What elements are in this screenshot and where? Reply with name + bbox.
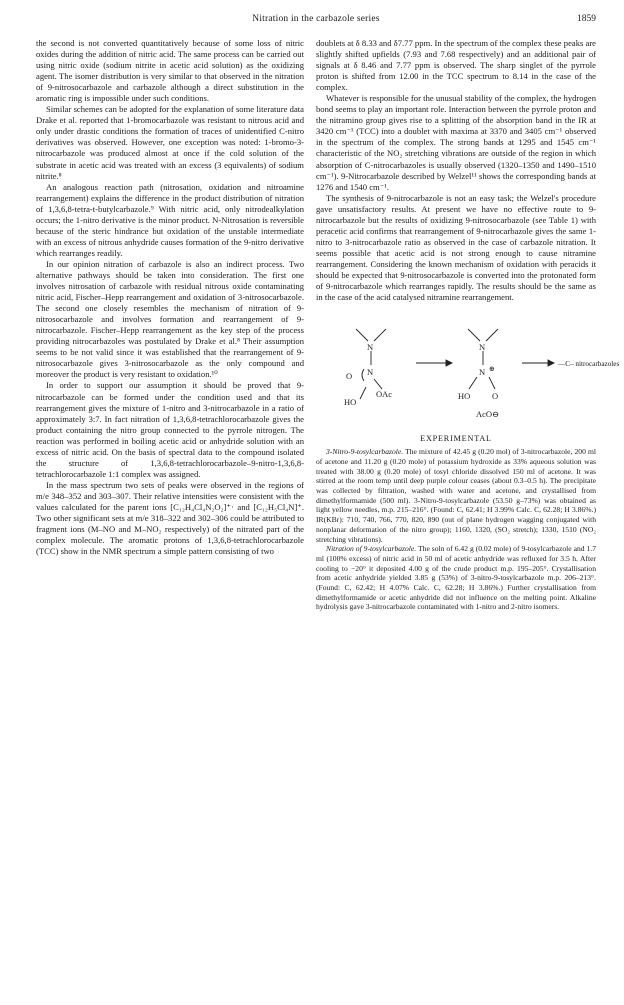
scheme-drawing [316, 309, 620, 427]
o-label: O [492, 391, 499, 402]
ho-label: HO [458, 391, 471, 402]
product-label: —C– nitrocarbazoles [558, 360, 620, 369]
ring-bond-line [374, 329, 386, 341]
compound-title: Nitration of 9-tosylcarbazole. [326, 544, 417, 554]
paragraph: In the mass spectrum two sets of peaks were observed in the regions of m/e 348–352 and 303–307. Their relative intensities were consistent with the values calculated for the parent ions [C₁₂H₄Cl₄N₂O₂]⁺· and [C₁₂H₅Cl₄N]⁺. Two other significant sets at m/e 318–322 and 302–306 could be attributed to fragment ions (M–NO and M–NO₂ respectively) of the nitrated part of the complex molecule. The aromatic protons of 1,3,6,8-tetrachlorocarbazole (TCC) show in the NMR spectrum a simple pattern consisting of two [36, 479, 304, 557]
experimental-text: The soln of 6.42 g (0.02 mole) of 9-tosylcarbazole and 1.7 ml (100% excess) of nitric acid in 50 ml of acetic anhydride was refluxed for 3.5 h. After cooling to −20° it deposited 4.00 g of the crude product m.p. 195–205°. Crystallisation from acetic anhydride yielded 3.85 g (53%) of 3-nitro-9-tosylcarbazole m.p. 206–213°. (Found: C, 62.42; H 4.07% Calc. C, 62.28; H 3.86%.) Further crystallisation from dimethylformamide or acetic anhydride did not influence on the melting point. Alkaline hydrolysis gave 3-nitrocarbazole contaminated with 1-nitro and 2-nitro isomers. [316, 544, 596, 612]
compound-title: 3-Nitro-9-tosylcarbazole. [326, 447, 404, 457]
curved-arrow [362, 369, 364, 381]
experimental-paragraph [316, 447, 596, 544]
paragraph: In order to support our assumption it should be proved that 9-nitrocarbazole can be formed under the condition used and that its rearrangement gives the mixture of 1-nitro and 3-nitrocarbazole in a ratio of approximately 3:7. In fact nitration of 1,3,6,8-tetrachlorocarbazole gives the product containing the nitro group connected to the pyrrole nitrogen. The reaction was performed in boiling acetic acid or anhydride solution with an excess of nitric acid. On the basis of spectral data to the compound isolated the structure of 1,3,6,8-tetrachlorocarbazole–9-nitro-1,3,6,8-tetrachlorocarbazole 1:1 complex was assigned. [36, 380, 304, 479]
paragraph: doublets at δ 8.33 and δ7.77 ppm. In the spectrum of the complex these peaks are slightly shifted upfields (7.93 and 7.68 respectively) and an additional pair of signals at δ 8.46 and 7.77 ppm is observed. The sharp singlet of the pyrrole proton is shifted from 12.00 in the TCC spectrum to 8.14 in the case of the complex. [316, 38, 596, 93]
page-header [36, 14, 596, 30]
paragraph: An analogous reaction path (nitrosation, oxidation and nitroamine rearrangement) explains the difference in the product distribution of nitration of 1,3,6,8-tetra-t-butylcarbazole.⁹ With nitric acid, only nitrodealkylation occurs; the 1-nitro derivative is the minor product. N-Nitrosation is reversible because of the steric hindrance but oxidation of the unstable intermediate with an excess of nitrous anhydride causes formation of the 9-nitro derivative which rearranges readily. [36, 181, 304, 258]
n-label: N [367, 367, 374, 378]
o-o-bond-line [374, 379, 382, 389]
ring-bond-line [356, 329, 368, 341]
n-o-bond-line [489, 377, 495, 389]
ring-bond-line [486, 329, 498, 341]
oac-label: OAc [376, 389, 393, 400]
paragraph: the second is not converted quantitatively because of some loss of nitric oxides during the addition of nitric acid. The same process can be carried out using nitric oxide (sodium nitrite in acetic acid solution) as the oxidizing agent. The isomer distribution is very similar to that observed in the nitration of 9-nitrosocarbazole and carbazole although a direct substitution in the aromatic ring is impossible under such conditions. [36, 38, 304, 104]
arrowhead [548, 360, 554, 366]
reaction-scheme [316, 309, 620, 427]
n-label: N [479, 367, 486, 378]
page-number: 1859 [577, 14, 596, 24]
n-o-bond-line [469, 377, 477, 389]
paragraph: Similar schemes can be adopted for the explanation of some literature data Drake et al. reported that 1-bromocarbazole was resistant to nitrous acid and only under drastic conditions the formation of traces of unidentified C-nitro derivatives was observed. However, one exception was noted: 1-bromo-3-nitrocarbazole was produced almost at once if the cold solution of the substrate in acetic acid was treated with an excess (3 equivalents) of sodium nitrite.⁸ [36, 104, 304, 181]
ring-bond-line [468, 329, 480, 341]
arrowhead [446, 360, 452, 366]
left-column [36, 38, 304, 557]
right-column [316, 38, 620, 612]
experimental-text: The mixture of 42.45 g (0.20 mol) of 3-nitrocarbazole, 200 ml of acetone and 11.20 g (0.20 mole) of potassium hydroxide as 33% aqueous solution was treated with 38.00 g (0.20 mole) of tosyl chloride dissolved 150 ml of acetone. It was stirred at the room temp until deep purple colour ceases (about 0.3–0.5 h). The precipitate was collected by filtration, washed with water and acetone, and crystallised from dimethylformamide (500 ml). 3-Nitro-9-tosylcarbazole (53.50 g–73%) was obtained as light yellow needles, m.p. 215–216°. (Found: C, 62.41; H 3.99% Calc. C, 62.28; H 3.86%.) IR(KBr): 710, 740, 766, 770, 820, 890 (out of plane hydrogen wagging conjugated with nonplanar deformation of the nitro group); 1160, 1320, (SO₂ stretch); 1330, 1510 (NO₂ stretching vibrations). [316, 447, 596, 544]
section-heading: EXPERIMENTAL [420, 434, 492, 444]
paragraph: Whatever is responsible for the unusual stability of the complex, the hydrogen bond seems to play an important role. Interaction between the pyrrole proton and the nitramino group gives rise to a splitting of the absorption band in the IR at 3420 cm⁻¹ (TCC) into a doublet with maxima at 3370 and 3405 cm⁻¹ observed in the spectrum of the complex. The strong bands at 1295 and 1545 cm⁻¹ characteristic of the NO₂ stretching vibrations are outside of the region in which absorption of C-nitrocarbazoles is usually observed (1320–1350 and 1490–1510 cm⁻¹). 9-Nitrocarbazole described by Welzel¹¹ shows the corresponding bands at 1276 and 1540 cm⁻¹. [316, 93, 596, 192]
experimental-paragraph [316, 544, 596, 612]
plus-charge-label: ⊕ [489, 365, 495, 374]
running-title: Nitration in the carbazole series [252, 14, 380, 24]
paragraph: The synthesis of 9-nitrocarbazole is not an easy task; the Welzel's procedure gave unsatisfactory results. At present we have no effective route to 9-nitrocarbazole but the results of oxidizing 9-nitrosocarbazole (see Table 1) with peracetic acid confirms that rearrangement of 9-nitrocarbazole gives the same 1-nitro to 3-nitrocarbazole ratio as observed in the case of carbazole nitration. It seems possible that acetic acid is not strong enough to cause nitramine rearrangement. Considering the known mechanism of oxidation with peracids it should be expected that 9-nitrosocarbazole is converted into the protonated form of 9-nitrocarbazole which rearranges rapidly. The results should be the same as in the case of the acid catalysed nitramine rearrangement. [316, 192, 596, 303]
paragraph: In our opinion nitration of carbazole is also an indirect process. Two alternative pathways should be taken into consideration. The first one involves nitrosation of carbazole with residual nitrous oxide contaminating nitric acid, Fischer–Hepp rearrangement and oxidation of 3-nitrosocarbazole. The second one closely resembles the mechanism of nitration of 9-nitrosocarbazole and involves formation and rearrangement of 9-nitrocarbazole. Fischer–Hepp rearrangement as the key step of the process providing nitrocarbazoles was postulated by Drake et al.⁸ Their assumption seems to be not valid since it was established that the rearrangement of 9-nitrosocarbazole gives 3-nitrosocarbazole as the only compound and moreover the product is very resistant to oxidation.¹⁰ [36, 258, 304, 380]
n-label: N [367, 342, 374, 353]
aco-label: AcO⊖ [476, 409, 500, 420]
o-label: O [346, 371, 353, 382]
ho-bond-line [360, 387, 366, 399]
ho-label: HO [344, 397, 357, 408]
n-label: N [479, 342, 486, 353]
